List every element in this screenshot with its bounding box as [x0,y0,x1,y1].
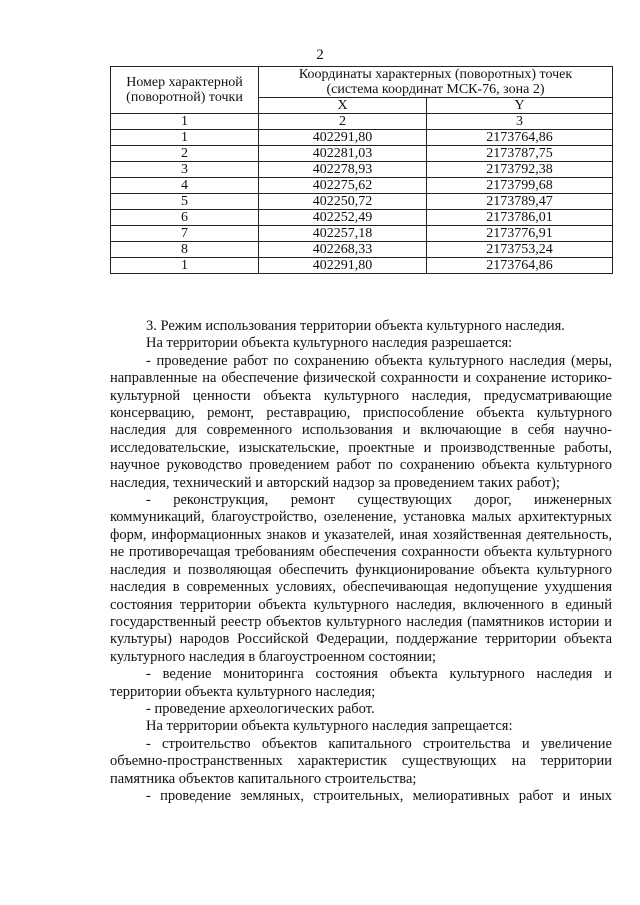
permitted-item-reconstruction: - реконструкция, ремонт существующих дорог, инженерных коммуникаций, благоустройство, озеленение, установка малых архитектурных форм, информационных знаков и указателей, иная хозяйственная деятельность, не противоречащая требованиям обеспечения сохранности объекта культурного наследия и позволяющая обеспечить функционирование объекта культурного наследия в современных условиях, обеспечивающая недопущение ухудшения состояния территории объекта культурного наследия, включенного в единый государственный реестр объектов культурного наследия (памятников истории и культуры) народов Российской Федерации, поддержание территории объекта культурного наследия в благоустроенном состоянии; [110,492,612,665]
x-value: 402278,93 [259,162,427,178]
permitted-intro: На территории объекта культурного наследия разрешается: [146,335,513,352]
page-number: 2 [316,47,324,63]
permitted-item-preservation: - проведение работ по сохранению объекта культурного наследия (меры, направленные на обеспечение физической сохранности и сохранение историко-культурной ценности объекта культурного наследия, предусматривающие консервацию, ремонт, реставрацию, приспособление объекта культурного наследия для современного использования и включающие в себя научно-исследовательские, изыскательские, проектные и производственные работы, научное руководство проведением работ по сохранению объекта культурного наследия, технический и авторский надзор за проведением таких работ); [110,352,612,491]
point-number-header [111,67,259,114]
table-row [111,226,613,242]
coords-header-line1: Координаты характерных (поворотных) точек [298,67,573,82]
x-value: 402252,49 [259,210,427,226]
x-value: 402275,62 [259,178,427,194]
point-number: 2 [111,146,259,162]
y-value: 2173786,01 [427,210,613,226]
table-row [111,178,613,194]
table-row [111,162,613,178]
y-value: 2173789,47 [427,194,613,210]
coordinates-table [110,66,613,274]
point-number: 4 [111,178,259,194]
table-index-row [111,114,613,130]
section-heading: 3. Режим использования территории объекта культурного наследия. [146,318,565,334]
point-number-header-text: Номер характерной (поворотной) точки [126,75,243,105]
point-number: 6 [111,210,259,226]
prohibited-intro: На территории объекта культурного наследия запрещается: [146,718,513,735]
table-row [111,242,613,258]
point-number: 8 [111,242,259,258]
permitted-item-archaeology: - проведение археологических работ. [146,700,375,717]
table-row [111,130,613,146]
document-body [110,318,612,805]
x-value: 402250,72 [259,194,427,210]
x-value: 402291,80 [259,258,427,274]
point-number: 7 [111,226,259,242]
y-value: 2173764,86 [427,130,613,146]
col-index-2: 2 [259,114,427,130]
y-value: 2173799,68 [427,178,613,194]
x-header: X [259,98,427,114]
y-value: 2173792,38 [427,162,613,178]
col-index-3: 3 [427,114,613,130]
table-row [111,146,613,162]
x-value: 402268,33 [259,242,427,258]
x-value: 402291,80 [259,130,427,146]
table-row [111,210,613,226]
point-number: 1 [111,130,259,146]
col-index-1: 1 [111,114,259,130]
prohibited-item-earthworks: - проведение земляных, строительных, мелиоративных работ и иных [146,787,612,804]
y-header: Y [427,98,613,114]
table-row [111,258,613,274]
permitted-item-monitoring: - ведение мониторинга состояния объекта культурного наследия и территории объекта культурного наследия; [110,666,612,700]
x-value: 402257,18 [259,226,427,242]
table-header-row [111,67,613,98]
table-row [111,194,613,210]
point-number: 1 [111,258,259,274]
point-number: 3 [111,162,259,178]
point-number: 5 [111,194,259,210]
y-value: 2173787,75 [427,146,613,162]
coords-header [259,67,613,98]
y-value: 2173764,86 [427,258,613,274]
coords-header-line2: (система координат МСК-76, зона 2) [326,82,545,97]
x-value: 402281,03 [259,146,427,162]
y-value: 2173753,24 [427,242,613,258]
prohibited-item-construction: - строительство объектов капитального строительства и увеличение объемно-пространственных характеристик существующих на территории памятника объектов капитального строительства; [110,735,612,787]
y-value: 2173776,91 [427,226,613,242]
